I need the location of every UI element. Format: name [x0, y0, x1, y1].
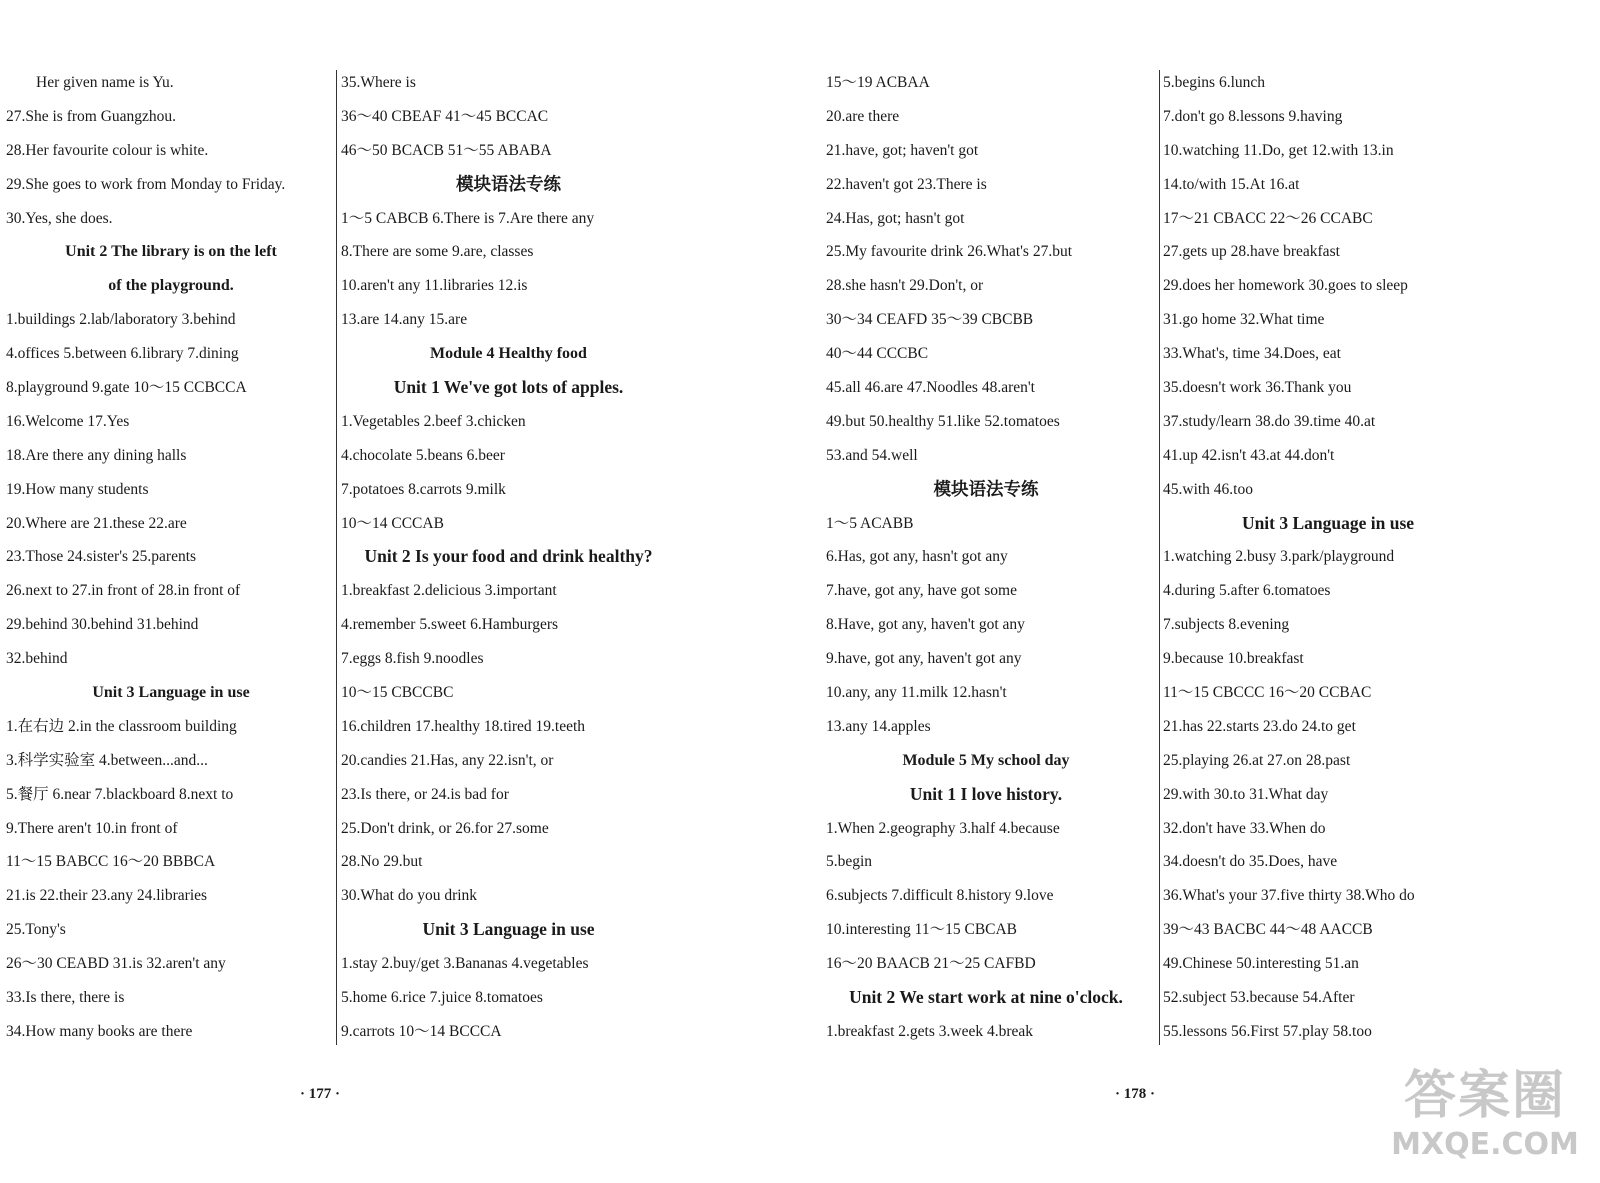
- answer-column-4: [1163, 66, 1493, 1049]
- answer-line: 23.Is there, or 24.is bad for: [341, 785, 509, 803]
- answer-line: 20.candies 21.Has, any 22.isn't, or: [341, 751, 554, 769]
- answer-line: 10.any, any 11.milk 12.hasn't: [826, 684, 1007, 702]
- watermark-bottom-text: MXQE.COM: [1391, 1127, 1579, 1162]
- answer-line: 8.playground 9.gate 10～15 CCBCCA: [6, 379, 247, 397]
- answer-line: 55.lessons 56.First 57.play 58.too: [1163, 1022, 1372, 1040]
- section-heading: Module 4 Healthy food: [430, 345, 587, 363]
- answer-line: 45.with 46.too: [1163, 480, 1253, 498]
- answer-line: 10.interesting 11～15 CBCAB: [826, 921, 1018, 939]
- section-heading: Unit 2 Is your food and drink healthy?: [364, 546, 653, 567]
- answer-line: 4.remember 5.sweet 6.Hamburgers: [341, 616, 559, 634]
- answer-line: 16～20 BAACB 21～25 CAFBD: [826, 955, 1036, 973]
- section-heading: Unit 2 The library is on the left: [65, 243, 277, 261]
- answer-line: 3.科学实验室 4.between...and...: [6, 751, 208, 769]
- answer-line: 4.offices 5.between 6.library 7.dining: [6, 345, 239, 363]
- answer-line: 46～50 BCACB 51～55 ABABA: [341, 141, 552, 159]
- answer-line: 15～19 ACBAA: [826, 74, 930, 91]
- answer-line: 1.watching 2.busy 3.park/playground: [1163, 548, 1395, 566]
- answer-line: Her given name is Yu.: [36, 74, 174, 91]
- answer-line: 29.does her homework 30.goes to sleep: [1163, 277, 1408, 295]
- section-heading: of the playground.: [108, 277, 234, 295]
- answer-line: 8.There are some 9.are, classes: [341, 243, 534, 261]
- answer-line: 14.to/with 15.At 16.at: [1163, 175, 1300, 193]
- answer-line: 40～44 CCCBC: [826, 345, 929, 363]
- answer-line: 34.doesn't do 35.Does, have: [1163, 853, 1338, 871]
- answer-line: 1.stay 2.buy/get 3.Bananas 4.vegetables: [341, 955, 589, 973]
- answer-line: 36～40 CBEAF 41～45 BCCAC: [341, 107, 549, 125]
- answer-line: 7.subjects 8.evening: [1163, 616, 1290, 634]
- answer-line: 29.behind 30.behind 31.behind: [6, 616, 199, 634]
- answer-line: 1.buildings 2.lab/laboratory 3.behind: [6, 311, 236, 329]
- answer-line: 7.eggs 8.fish 9.noodles: [341, 650, 484, 668]
- answer-line: 28.No 29.but: [341, 853, 423, 871]
- section-heading: 模块语法专练: [456, 173, 561, 194]
- answer-line: 23.Those 24.sister's 25.parents: [6, 548, 197, 566]
- answer-line: 1.When 2.geography 3.half 4.because: [826, 819, 1060, 837]
- section-heading: Unit 2 We start work at nine o'clock.: [849, 987, 1123, 1008]
- section-heading: Unit 3 Language in use: [1241, 512, 1415, 533]
- answer-line: 10～14 CCCAB: [341, 514, 444, 532]
- answer-line: 5.home 6.rice 7.juice 8.tomatoes: [341, 989, 543, 1007]
- answer-line: 31.go home 32.What time: [1163, 311, 1325, 329]
- answer-line: 27.She is from Guangzhou.: [6, 107, 177, 125]
- answer-line: 9.carrots 10～14 BCCCA: [341, 1022, 502, 1040]
- answer-column-1: [6, 66, 336, 1049]
- answer-column-3: [826, 66, 1146, 1049]
- answer-line: 26.next to 27.in front of 28.in front of: [6, 582, 241, 600]
- section-heading: Module 5 My school day: [902, 751, 1070, 769]
- answer-line: 37.study/learn 38.do 39.time 40.at: [1163, 412, 1376, 430]
- column-divider-1: [336, 70, 337, 1045]
- answer-line: 52.subject 53.because 54.After: [1163, 989, 1355, 1007]
- answer-line: 4.chocolate 5.beans 6.beer: [341, 446, 505, 464]
- answer-line: 1.breakfast 2.delicious 3.important: [341, 582, 557, 600]
- answer-line: 16.children 17.healthy 18.tired 19.teeth: [341, 717, 586, 735]
- section-heading: Unit 1 We've got lots of apples.: [393, 377, 624, 398]
- answer-line: 29.with 30.to 31.What day: [1163, 785, 1329, 803]
- answer-line: 29.She goes to work from Monday to Friday.: [6, 175, 286, 193]
- answer-line: 11～15 CBCCC 16～20 CCBAC: [1163, 684, 1372, 702]
- answer-line: 45.all 46.are 47.Noodles 48.aren't: [826, 379, 1035, 397]
- answer-line: 22.haven't got 23.There is: [826, 175, 987, 193]
- answer-line: 7.potatoes 8.carrots 9.milk: [341, 480, 506, 498]
- answer-line: 25.Tony's: [6, 921, 66, 939]
- answer-line: 1.breakfast 2.gets 3.week 4.break: [826, 1022, 1034, 1040]
- answer-line: 20.Where are 21.these 22.are: [6, 514, 187, 532]
- answer-line: 26～30 CEABD 31.is 32.aren't any: [6, 955, 226, 973]
- answer-line: 6.subjects 7.difficult 8.history 9.love: [826, 887, 1054, 905]
- answer-line: 33.What's, time 34.Does, eat: [1163, 345, 1341, 363]
- answer-line: 25.playing 26.at 27.on 28.past: [1163, 751, 1351, 769]
- section-heading: 模块语法专练: [933, 478, 1039, 499]
- answer-line: 19.How many students: [6, 480, 149, 498]
- answer-line: 24.Has, got; hasn't got: [826, 209, 965, 227]
- answer-line: 5.begins 6.lunch: [1163, 74, 1266, 91]
- answer-line: 6.Has, got any, hasn't got any: [826, 548, 1008, 566]
- answer-line: 4.during 5.after 6.tomatoes: [1163, 582, 1331, 600]
- answer-line: 1.Vegetables 2.beef 3.chicken: [341, 412, 526, 430]
- answer-line: 21.have, got; haven't got: [826, 141, 979, 159]
- answer-line: 39～43 BACBC 44～48 AACCB: [1163, 921, 1373, 939]
- answer-line: 49.Chinese 50.interesting 51.an: [1163, 955, 1359, 973]
- answer-line: 27.gets up 28.have breakfast: [1163, 243, 1340, 261]
- answer-line: 25.Don't drink, or 26.for 27.some: [341, 819, 549, 837]
- answer-line: 21.is 22.their 23.any 24.libraries: [6, 887, 208, 905]
- answer-column-2: [341, 66, 676, 1049]
- answer-line: 33.Is there, there is: [6, 989, 125, 1007]
- answer-line: 5.餐厅 6.near 7.blackboard 8.next to: [6, 785, 234, 803]
- answer-line: 7.have, got any, have got some: [826, 582, 1017, 600]
- page-number-left: · 177 ·: [300, 1086, 341, 1102]
- answer-line: 10.watching 11.Do, get 12.with 13.in: [1163, 141, 1394, 159]
- answer-line: 36.What's your 37.five thirty 38.Who do: [1163, 887, 1415, 905]
- answer-line: 8.Have, got any, haven't got any: [826, 616, 1025, 634]
- watermark-top-text: 答案圈: [1403, 1066, 1566, 1126]
- answer-line: 9.because 10.breakfast: [1163, 650, 1304, 668]
- answer-line: 35.Where is: [341, 74, 416, 91]
- answer-line: 10.aren't any 11.libraries 12.is: [341, 277, 528, 295]
- answer-line: 32.behind: [6, 650, 68, 668]
- answer-line: 11～15 BABCC 16～20 BBBCA: [6, 853, 216, 871]
- answer-line: 18.Are there any dining halls: [6, 446, 187, 464]
- page-number-right: · 178 ·: [1115, 1086, 1156, 1102]
- answer-line: 28.she hasn't 29.Don't, or: [826, 277, 984, 295]
- answer-line: 7.don't go 8.lessons 9.having: [1163, 107, 1343, 125]
- section-heading: Unit 3 Language in use: [422, 919, 595, 940]
- answer-line: 28.Her favourite colour is white.: [6, 141, 209, 159]
- answer-line: 9.There aren't 10.in front of: [6, 819, 178, 837]
- answer-line: 30.What do you drink: [341, 887, 478, 905]
- answer-line: 49.but 50.healthy 51.like 52.tomatoes: [826, 412, 1060, 430]
- answer-line: 13.are 14.any 15.are: [341, 311, 468, 329]
- answer-line: 1～5 ACABB: [826, 514, 914, 532]
- answer-line: 1.在右边 2.in the classroom building: [6, 717, 237, 735]
- answer-line: 1～5 CABCB 6.There is 7.Are there any: [341, 209, 595, 227]
- answer-line: 30～34 CEAFD 35～39 CBCBB: [826, 311, 1034, 329]
- answer-line: 32.don't have 33.When do: [1163, 819, 1326, 837]
- answer-line: 9.have, got any, haven't got any: [826, 650, 1022, 668]
- watermark-logo: [1390, 1065, 1580, 1175]
- answer-line: 10～15 CBCCBC: [341, 684, 454, 702]
- answer-line: 25.My favourite drink 26.What's 27.but: [826, 243, 1073, 261]
- section-heading: Unit 3 Language in use: [92, 684, 250, 702]
- answer-line: 17～21 CBACC 22～26 CCABC: [1163, 209, 1373, 227]
- column-divider-2: [1159, 70, 1160, 1045]
- answer-line: 21.has 22.starts 23.do 24.to get: [1163, 717, 1356, 735]
- answer-line: 34.How many books are there: [6, 1022, 193, 1040]
- answer-line: 13.any 14.apples: [826, 717, 931, 735]
- section-heading: Unit 1 I love history.: [909, 783, 1063, 804]
- answer-line: 35.doesn't work 36.Thank you: [1163, 379, 1352, 397]
- answer-line: 5.begin: [826, 853, 873, 871]
- answer-line: 41.up 42.isn't 43.at 44.don't: [1163, 446, 1335, 464]
- answer-line: 30.Yes, she does.: [6, 209, 113, 227]
- answer-line: 20.are there: [826, 107, 900, 125]
- answer-line: 53.and 54.well: [826, 446, 918, 464]
- answer-line: 16.Welcome 17.Yes: [6, 412, 130, 430]
